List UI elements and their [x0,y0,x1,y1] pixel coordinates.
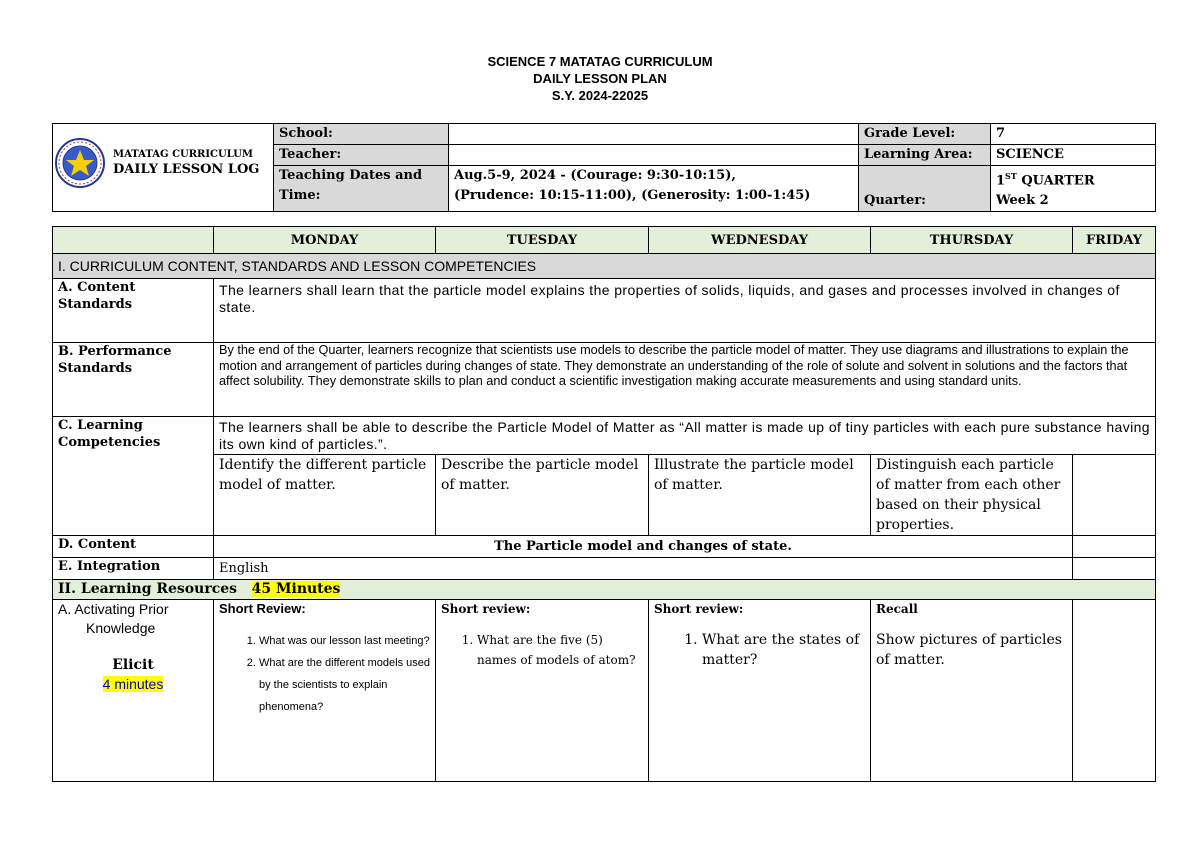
prior-wednesday [649,600,871,782]
area-value: SCIENCE [991,145,1156,166]
tuesday-list [441,630,643,670]
quarter-number: 1 [996,173,1006,189]
days-header-row [53,227,1156,254]
corner-cell [53,227,214,254]
dates-value-line1: Aug.5-9, 2024 - (Courage: 9:30-10:15), [454,168,736,183]
prior-thursday [871,600,1073,782]
quarter-sup: ST [1005,171,1017,181]
day-thursday: THURSDAY [871,227,1073,254]
quarter-label: Quarter: [859,166,991,212]
day-wednesday: WEDNESDAY [649,227,871,254]
quarter-text: QUARTER [1021,173,1095,189]
performance-label-2: Standards [58,361,133,376]
prior-friday [1073,600,1156,782]
competency-label-2: Competencies [58,435,161,450]
elicit-time: 4 minutes [102,676,164,692]
day-friday: FRIDAY [1073,227,1156,254]
grade-value: 7 [991,124,1156,145]
content-d-label: D. Content [53,536,214,558]
grade-label: Grade Level: [859,124,991,145]
competency-tuesday: Describe the particle model of matter. [436,455,649,536]
competency-thursday: Distinguish each particle of matter from each other based on their physical properties. [871,455,1073,536]
quarter-value [991,166,1156,212]
dates-label-line2: Time: [279,188,321,203]
prior-label-1: A. Activating Prior [58,601,169,617]
prior-monday [214,600,436,782]
teacher-value [449,145,859,166]
integration-friday [1073,558,1156,580]
section2-duration: 45 Minutes [251,581,341,597]
monday-item: 1. What was our lesson last meeting? [259,630,430,652]
thursday-text: Show pictures of particles of matter. [876,632,1062,668]
content-standards-label-2: Standards [58,297,133,312]
deped-seal-icon [55,138,105,188]
performance-standards-label [53,343,214,417]
dates-label-line1: Teaching Dates and [279,168,423,183]
dates-value [449,166,859,212]
elicit-label: Elicit [112,657,154,673]
section2-title-row [53,580,1156,600]
prior-knowledge-cell [53,600,214,782]
dates-label [274,166,449,212]
content-standards-label-1: A. Content [58,280,136,295]
area-label: Learning Area: [859,145,991,166]
prior-tuesday [436,600,649,782]
content-d-text: The Particle model and changes of state. [214,536,1073,558]
logo-line1: MATATAG CURRICULUM [113,149,253,160]
school-value [449,124,859,145]
prior-label-2: Knowledge [86,620,156,636]
content-standards-label [53,279,214,343]
learning-competencies-label [53,417,214,536]
tuesday-item: 1. What are the five (5) names of models of atom? [477,630,643,670]
competency-wednesday: Illustrate the particle model of matter. [649,455,871,536]
lesson-table [52,226,1156,782]
integration-label: E. Integration [53,558,214,580]
doc-title-line3: S.Y. 2024-22025 [551,88,649,103]
wednesday-heading: Short review: [654,602,744,616]
section1-title: I. CURRICULUM CONTENT, STANDARDS AND LESSON COMPETENCIES [53,254,1156,279]
wednesday-item: 1. What are the states of matter? [702,630,865,670]
doc-title-line2: DAILY LESSON PLAN [533,71,667,86]
monday-heading: Short Review: [219,601,306,616]
logo-cell [53,124,274,212]
day-tuesday: TUESDAY [436,227,649,254]
monday-list [219,630,430,718]
monday-item: 2. What are the different models used by the scientists to explain phenomena? [259,652,430,718]
integration-text: English [214,558,1073,580]
performance-standards-text: By the end of the Quarter, learners recognize that scientists use models to describe the particle model of matter. They use diagrams and illustrations to explain the motion and arrangement of particles during changes of state. They demonstrate an understanding of the role of solute and solvent in solutions and the factors that affect solubility. They demonstrate skills to plan and conduct a scientific investigation making accurate measurements and using standard units. [214,343,1156,417]
week-value: Week 2 [996,193,1049,209]
day-monday: MONDAY [214,227,436,254]
teacher-label: Teacher: [274,145,449,166]
logo-line2: DAILY LESSON LOG [113,162,260,177]
wednesday-list [654,630,865,670]
header-table [52,123,1156,212]
competency-friday [1073,455,1156,536]
doc-title-line1: SCIENCE 7 MATATAG CURRICULUM [487,54,713,69]
tuesday-heading: Short review: [441,602,531,616]
competency-text: The learners shall be able to describe the Particle Model of Matter as “All matter is made up of tiny particles with each pure substance having its own kind of particles.”. [214,417,1156,455]
competency-label-1: C. Learning [58,418,143,433]
school-label: School: [274,124,449,145]
performance-label-1: B. Performance [58,344,172,359]
section2-title: II. Learning Resources [58,581,238,597]
content-d-friday [1073,536,1156,558]
competency-monday: Identify the different particle model of matter. [214,455,436,536]
thursday-heading: Recall [876,602,918,616]
content-standards-text: The learners shall learn that the particle model explains the properties of solids, liquids, and gases and processes involved in changes of state. [214,279,1156,343]
dates-value-line2: (Prudence: 10:15-11:00), (Generosity: 1:00-1:45) [454,188,811,203]
